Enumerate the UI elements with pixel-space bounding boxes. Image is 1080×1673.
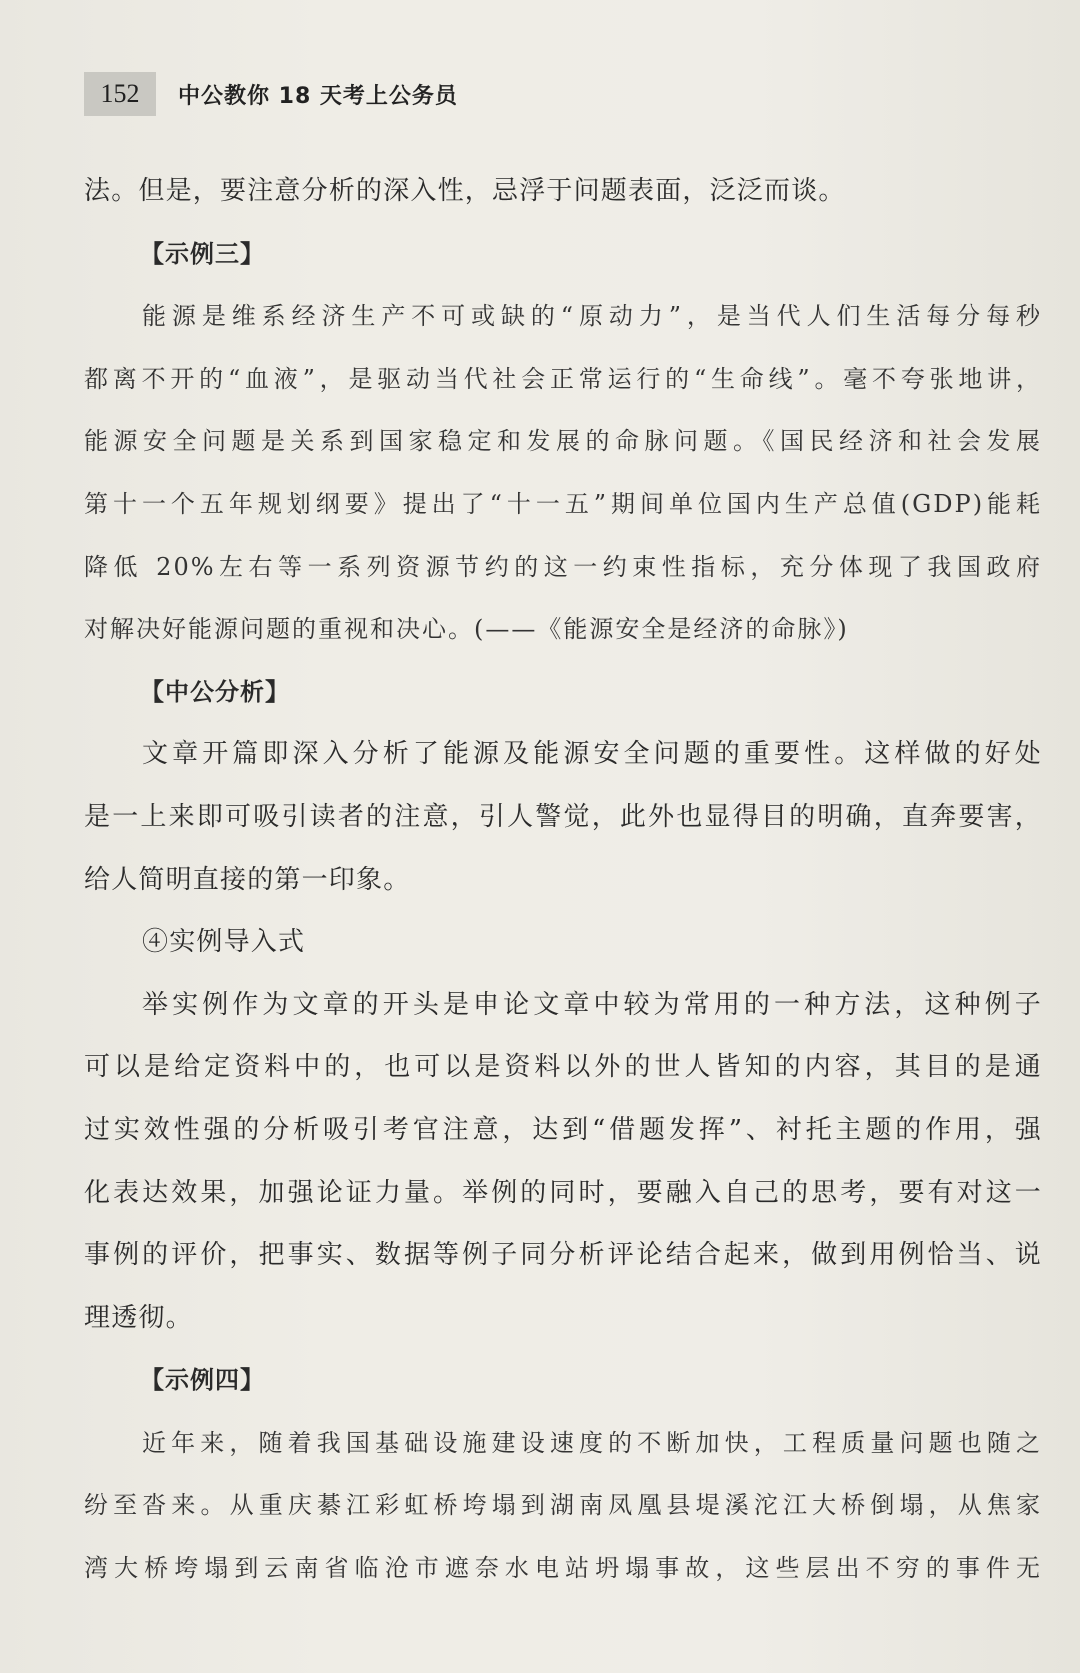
example-4-paragraph: [84, 1412, 1042, 1600]
text-line: 事例的评价，把事实、数据等例子同分析评论结合起来，做到用例恰当、说: [84, 1240, 1042, 1271]
text-line: 法。但是，要注意分析的深入性，忌浮于问题表面，泛泛而谈。: [84, 176, 846, 206]
text-line: 举实例作为文章的开头是申论文章中较为常用的一种方法，这种例子: [142, 989, 1042, 1020]
heading-analysis: 【中公分析】: [140, 677, 290, 706]
text-line: 是一上来即可吸引读者的注意，引人警觉，此外也显得目的明确，直奔要害，: [84, 801, 1042, 832]
text-line: 能源是维系经济生产不可或缺的“原动力”，是当代人们生活每分每秒: [142, 302, 1042, 331]
text-line: 对解决好能源问题的重视和决心。(——《能源安全是经济的命脉》): [84, 615, 849, 644]
page-content: [84, 160, 1042, 1600]
text-line: 第十一个五年规划纲要》提出了“十一五”期间单位国内生产总值(GDP)能耗: [84, 489, 1042, 518]
text-line: 能源安全问题是关系到国家稳定和发展的命脉问题。《国民经济和社会发展: [84, 427, 1042, 456]
text-line: ④实例导入式: [142, 927, 306, 958]
example-3-paragraph: [84, 285, 1042, 661]
book-title: 中公教你 18 天考上公务员: [178, 83, 458, 109]
text-line: 降低 20%左右等一系列资源节约的这一约束性指标，充分体现了我国政府: [84, 552, 1042, 581]
text-line: 化表达效果，加强论证力量。举例的同时，要融入自己的思考，要有对这一: [84, 1177, 1042, 1208]
analysis-paragraph: [84, 723, 1042, 911]
page-header: [84, 72, 458, 116]
paragraph-continuation: [84, 160, 1042, 223]
text-line: 文章开篇即深入分析了能源及能源安全问题的重要性。这样做的好处: [142, 739, 1042, 770]
text-line: 湾大桥垮塌到云南省临沧市遮奈水电站坍塌事故，这些层出不穷的事件无: [84, 1554, 1042, 1583]
text-line: 给人简明直接的第一印象。: [84, 864, 411, 895]
text-line: 都离不开的“血液”，是驱动当代社会正常运行的“生命线”。毫不夸张地讲，: [84, 364, 1042, 393]
text-line: 过实效性强的分析吸引考官注意，达到“借题发挥”、衬托主题的作用，强: [84, 1114, 1042, 1145]
text-line: 理透彻。: [84, 1302, 193, 1333]
page-number: 152: [84, 72, 156, 116]
heading-example-3: 【示例三】: [140, 239, 265, 268]
text-line: 纷至沓来。从重庆綦江彩虹桥垮塌到湖南凤凰县堤溪沱江大桥倒塌，从焦家: [84, 1491, 1042, 1520]
heading-example-4: 【示例四】: [140, 1366, 265, 1395]
method-paragraph: [84, 974, 1042, 1350]
subheading-method-4: [84, 911, 1042, 974]
text-line: 可以是给定资料中的，也可以是资料以外的世人皆知的内容，其目的是通: [84, 1052, 1042, 1083]
text-line: 近年来，随着我国基础设施建设速度的不断加快，工程质量问题也随之: [142, 1428, 1042, 1457]
